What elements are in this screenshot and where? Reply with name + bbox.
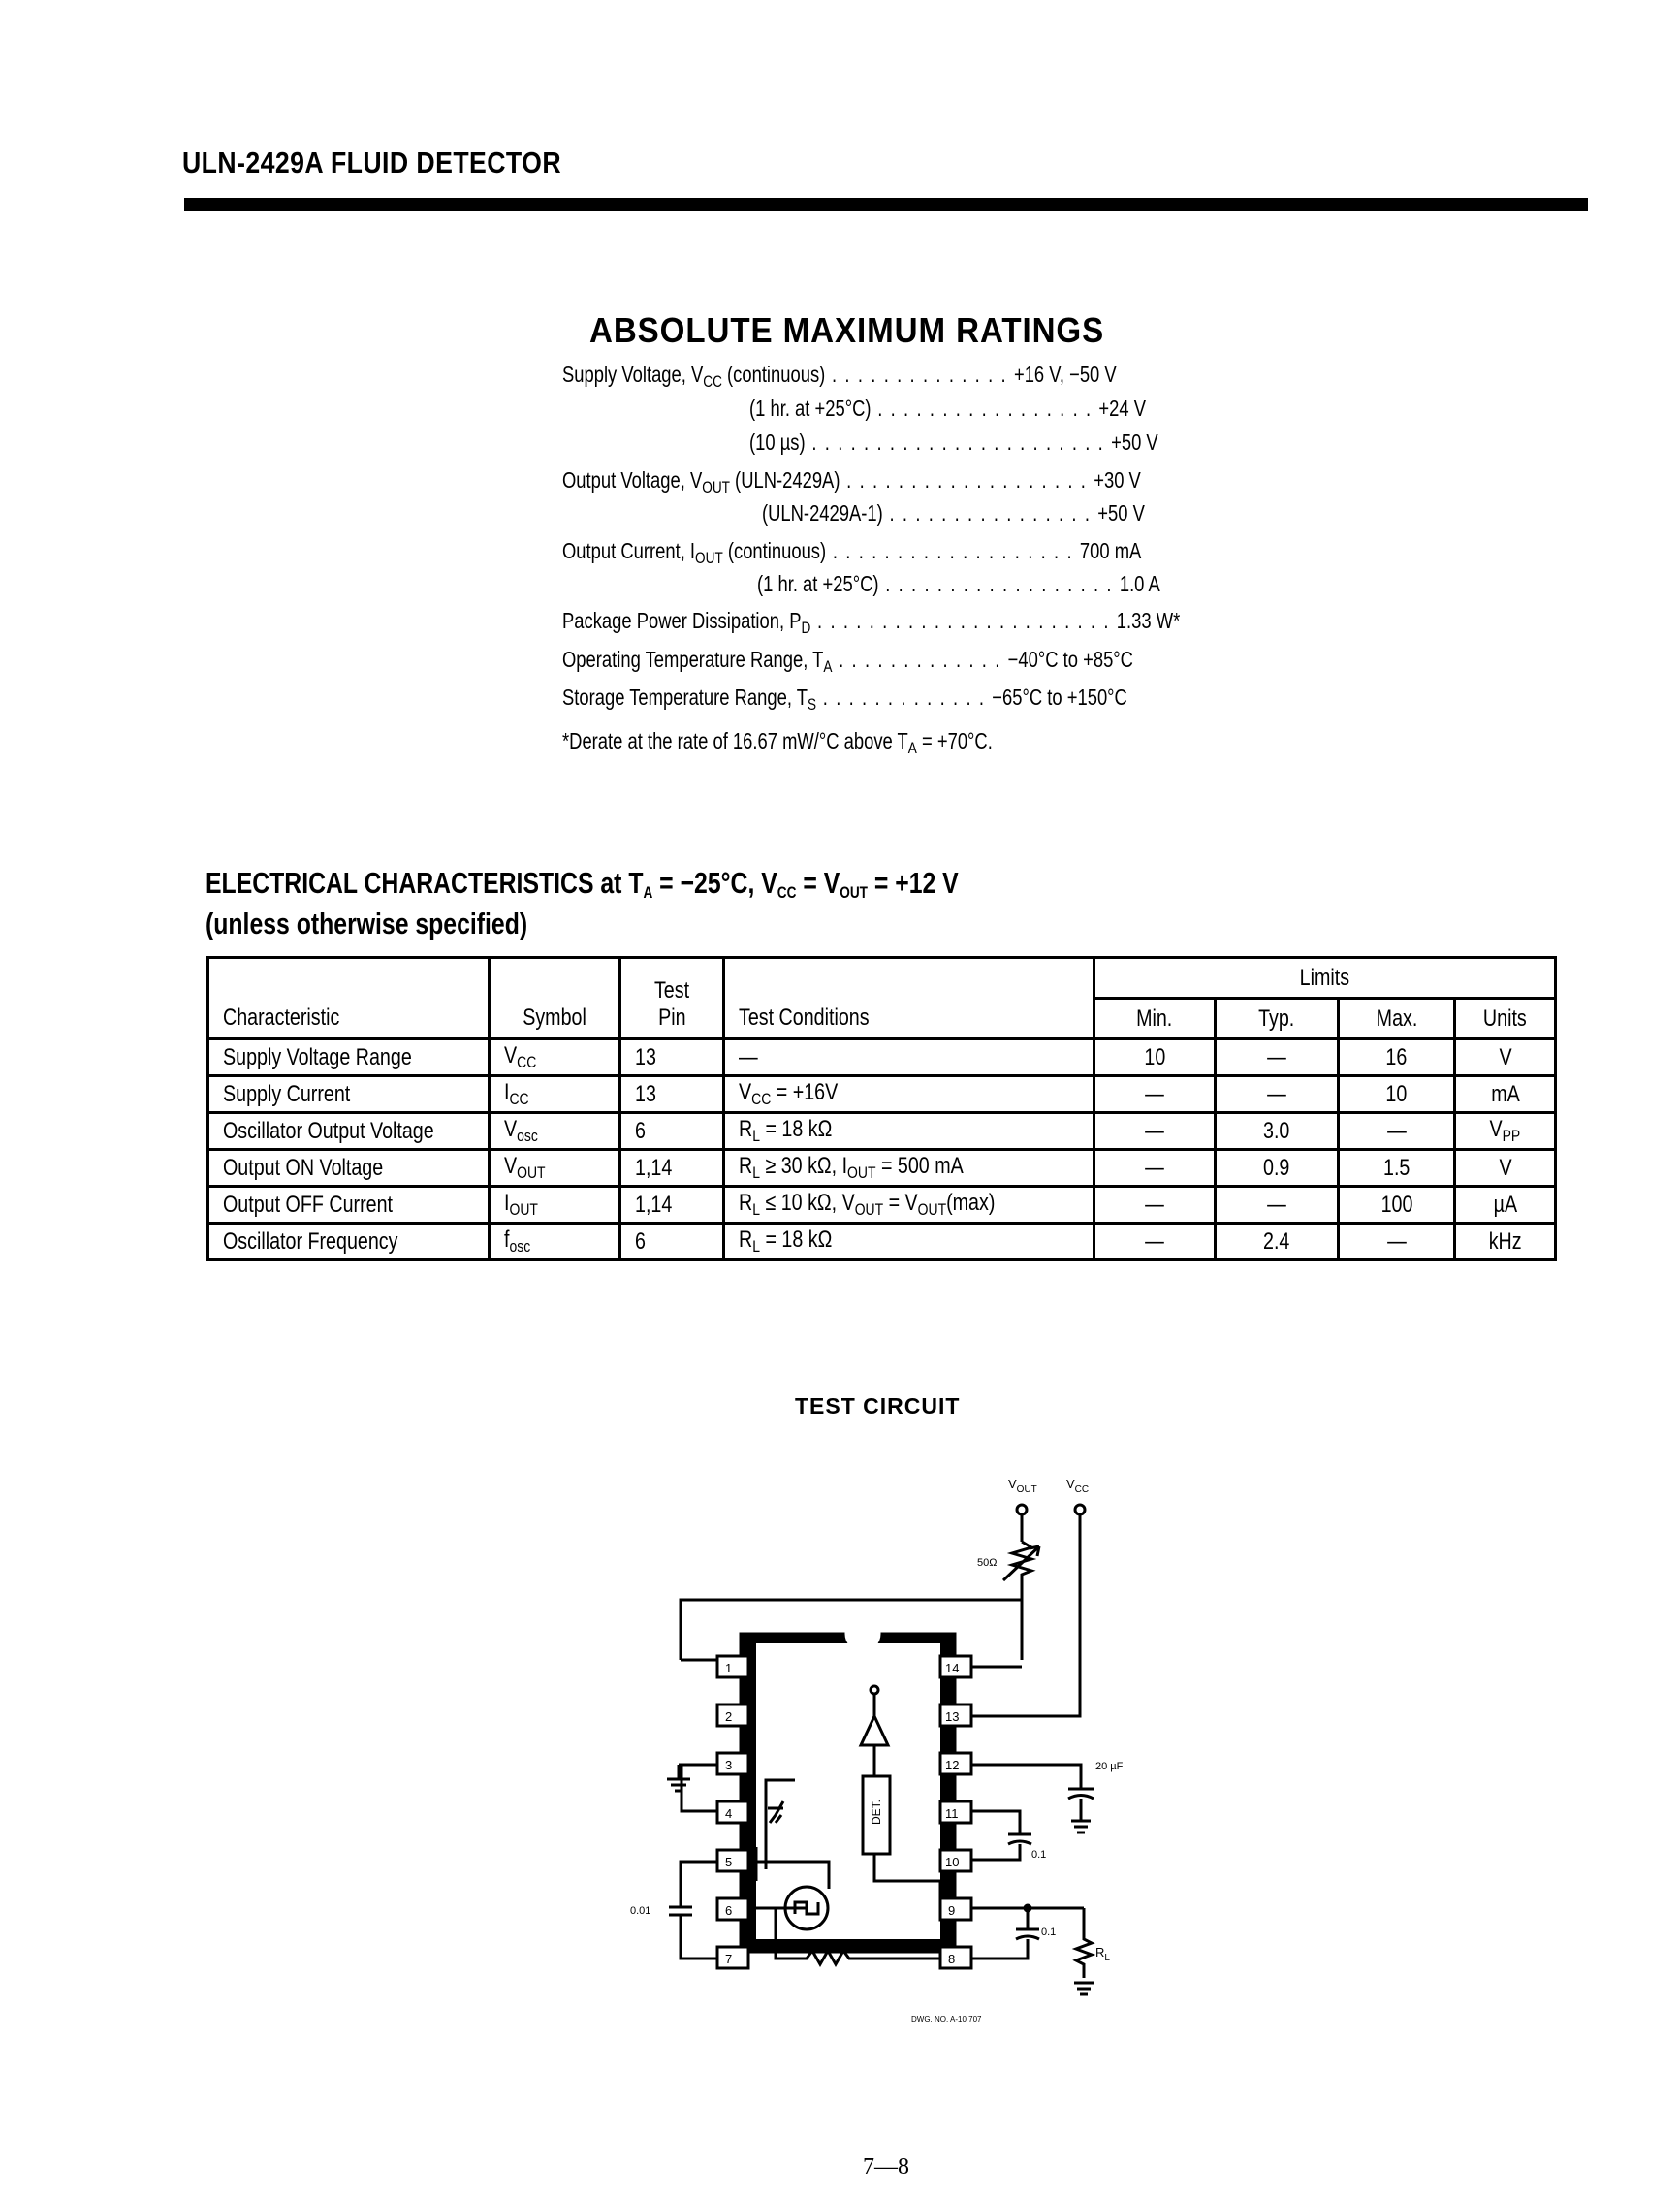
table-row: Output ON Voltage $V_{OUT}$ 1,14 $R_L \ge 30$ kΩ, $I_{OUT} = 500$ mA — 0.9 1.5 V	[208, 1150, 1556, 1187]
cap-001-label: 0.01	[630, 1905, 651, 1917]
electrical-characteristics-table	[206, 956, 1557, 1261]
table-row: Output OFF Current $I_{OUT}$ 1,14 $R_L \le 10$ kΩ, $V_{OUT} = V_{OUT}(\max)$ — — 100 µA	[208, 1187, 1556, 1224]
amr-output-voltage-1: (ULN-2429A-1) . . . . . . . . . . . . . . . . +50 V	[762, 500, 1145, 526]
det-label: DET.	[870, 1799, 883, 1825]
col-test-conditions: Test Conditions	[723, 958, 1094, 1039]
table-row: Oscillator Output Voltage $V_{osc}$ 6 $R_L = 18$ kΩ — 3.0 — $V_{PP}$	[208, 1113, 1556, 1150]
col-units: Units	[1455, 999, 1556, 1039]
vout-label: $V_{OUT}$	[1008, 1477, 1037, 1495]
amr-derate-note: *Derate at the rate of 16.67 mW/°C above $T_A = +70^\circ C$.	[562, 728, 993, 757]
amr-title: ABSOLUTE MAXIMUM RATINGS	[589, 310, 1105, 350]
table-row: Supply Current $I_{CC}$ 13 $V_{CC} = +16V$ — — 10 mA	[208, 1076, 1556, 1113]
cap-01b-label: 0.1	[1041, 1927, 1057, 1938]
amr-storage: Storage Temperature Range, $T_S$ . . . . . . . . . . . . . −65°C to +150°C	[562, 685, 1127, 714]
pin-5: 5	[725, 1855, 733, 1869]
pin-6: 6	[725, 1903, 733, 1918]
amr-output-voltage: Output Voltage, $V_{OUT}$ (ULN-2429A) . . . . . . . . . . . . . . . . . . . +30 V	[562, 467, 1141, 496]
pin-14: 14	[945, 1661, 960, 1675]
amr-op-temp: Operating Temperature Range, $T_A$ . . . . . . . . . . . . . −40°C to +85°C	[562, 647, 1133, 676]
pin-11: 11	[945, 1806, 959, 1821]
table-row: Supply Voltage Range $V_{CC}$ 13 — 10 — 16 V	[208, 1039, 1556, 1076]
test-circuit-diagram	[620, 1454, 1221, 2036]
pot-label: 50Ω	[977, 1557, 998, 1569]
test-circuit-title: TEST CIRCUIT	[795, 1393, 961, 1418]
amr-output-current-1hr: (1 hr. at +25°C) . . . . . . . . . . . . . . . . . . 1.0 A	[757, 571, 1160, 596]
drawing-number: DWG. NO. A-10 707	[911, 2015, 982, 2023]
col-symbol: Symbol	[490, 958, 620, 1039]
col-characteristic: Characteristic	[208, 958, 490, 1039]
rl-label: $R_L$	[1095, 1945, 1110, 1963]
amr-output-current: Output Current, $I_{OUT}$ (continuous) . . . . . . . . . . . . . . . . . . . 700 mA	[562, 538, 1142, 567]
ec-subtitle: (unless otherwise specified)	[206, 907, 528, 940]
cap-01a-label: 0.1	[1031, 1849, 1047, 1861]
ec-title: ELECTRICAL CHARACTERISTICS at $T_A = -25^\circ C$, $V_{CC} = V_{OUT} = +12$ V	[206, 866, 959, 902]
pin-8: 8	[948, 1952, 956, 1966]
col-limits: Limits	[1094, 958, 1555, 999]
pin-12: 12	[945, 1758, 960, 1772]
pin-4: 4	[725, 1806, 733, 1821]
page-header: ULN-2429A FLUID DETECTOR	[182, 145, 562, 179]
col-test-pin: Test Pin	[620, 958, 724, 1039]
pin-3: 3	[725, 1758, 733, 1772]
vcc-label: $V_{CC}$	[1066, 1477, 1090, 1495]
amr-supply-1hr: (1 hr. at +25°C) . . . . . . . . . . . . . . . . . +24 V	[749, 396, 1147, 421]
page-number: 7—8	[863, 2154, 909, 2180]
pin-13: 13	[945, 1709, 960, 1724]
cap-20uf-label: 20 µF	[1095, 1761, 1124, 1772]
pin-2: 2	[725, 1709, 733, 1724]
pin-10: 10	[945, 1855, 960, 1869]
amr-power: Package Power Dissipation, $P_D$ . . . . . . . . . . . . . . . . . . . . . . . 1.33 W*	[562, 608, 1181, 637]
col-min: Min.	[1094, 999, 1216, 1039]
amr-supply-10us: (10 µs) . . . . . . . . . . . . . . . . . . . . . . . +50 V	[749, 430, 1158, 455]
pin-7: 7	[725, 1952, 733, 1966]
col-typ: Typ.	[1216, 999, 1339, 1039]
header-rule	[184, 198, 1588, 211]
pin-1: 1	[725, 1661, 733, 1675]
table-row: Oscillator Frequency $f_{osc}$ 6 $R_L = 18$ kΩ — 2.4 — kHz	[208, 1224, 1556, 1260]
col-max: Max.	[1338, 999, 1455, 1039]
amr-supply: Supply Voltage, $V_{CC}$ (continuous) . . . . . . . . . . . . . . +16 V, −50 V	[562, 362, 1117, 391]
pin-9: 9	[948, 1903, 956, 1918]
